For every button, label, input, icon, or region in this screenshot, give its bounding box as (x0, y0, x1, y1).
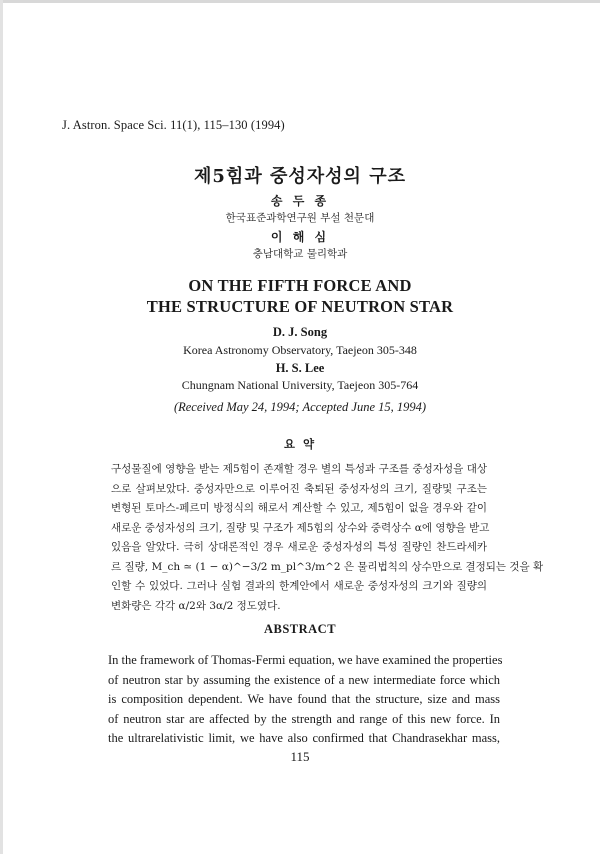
korean-abstract-line: 구성물질에 영향을 받는 제5힘이 존재할 경우 별의 특성과 구조를 중성자성을 대상 (111, 463, 487, 475)
abstract-line: of neutron star are affected by the strength and range of this new force. In (108, 711, 500, 726)
english-title-line-1: ON THE FIFTH FORCE AND (188, 276, 412, 295)
korean-abstract-heading: 요 약 (283, 437, 317, 451)
korean-abstract-body (111, 460, 544, 616)
english-affiliation-2: Chungnam National University, Taejeon 305-764 (181, 378, 419, 392)
abstract-line: the ultrarelativistic limit, we have also confirmed that Chandrasekhar mass, (108, 731, 500, 745)
abstract-line: is composition dependent. We have found that the structure, size and mass (108, 692, 500, 706)
english-author-1: D. J. Song (272, 325, 328, 339)
scan-edge-top (0, 0, 600, 3)
korean-abstract-line: 변화량은 각각 α/2와 3α/2 정도였다. (111, 599, 281, 612)
korean-abstract-line: 변형된 토마스-페르미 방정식의 해로서 계산할 수 있고, 제5힘이 없을 경우와 같이 (111, 502, 487, 514)
korean-author-1: 송 두 종 (270, 194, 330, 208)
korean-affiliation-2: 충남대학교 물리학과 (252, 248, 348, 260)
english-author-2: H. S. Lee (275, 361, 325, 375)
abstract-heading: ABSTRACT (263, 622, 337, 636)
abstract-line: In the framework of Thomas-Fermi equation, we have examined the properties (108, 653, 503, 667)
scan-edge-left (0, 0, 3, 854)
english-title-line-2: THE STRUCTURE OF NEUTRON STAR (146, 297, 454, 316)
korean-abstract-line: 있음을 알았다. 극히 상대론적인 경우 새로운 중성자성의 특성 질량인 찬드라세카 (111, 541, 487, 553)
korean-abstract-line: 르 질량, M_ch ≃ (1 − α)^−3/2 m_pl^3/m^2 은 물리법칙의 상수만으로 결정되는 것을 확 (111, 560, 544, 573)
received-accepted-dates: (Received May 24, 1994; Accepted June 15, 1994) (173, 400, 427, 414)
korean-author-2: 이 해 심 (270, 230, 330, 244)
page-number: 115 (290, 749, 310, 764)
english-affiliation-1: Korea Astronomy Observatory, Taejeon 305-348 (183, 343, 417, 357)
korean-affiliation-1: 한국표준과학연구원 부설 천문대 (225, 212, 375, 224)
korean-title: 제5힘과 중성자성의 구조 (194, 166, 406, 187)
journal-citation: J. Astron. Space Sci. 11(1), 115–130 (1994) (62, 118, 285, 132)
korean-abstract-line: 인할 수 있었다. 그러나 실험 결과의 한계안에서 새로운 중성자성의 크기와 질량의 (111, 580, 487, 592)
abstract-line: of neutron star by assuming the existence of a new intermediate force which (108, 672, 500, 687)
korean-abstract-line: 으로 살펴보았다. 중성자만으로 이루어진 축퇴된 중성자성의 크기, 질량및 구조는 (111, 482, 487, 495)
korean-abstract-line: 새로운 중성자성의 크기, 질량 및 구조가 제5힘의 상수와 중력상수 α에 영향을 받고 (111, 521, 490, 534)
abstract-body (108, 651, 503, 749)
